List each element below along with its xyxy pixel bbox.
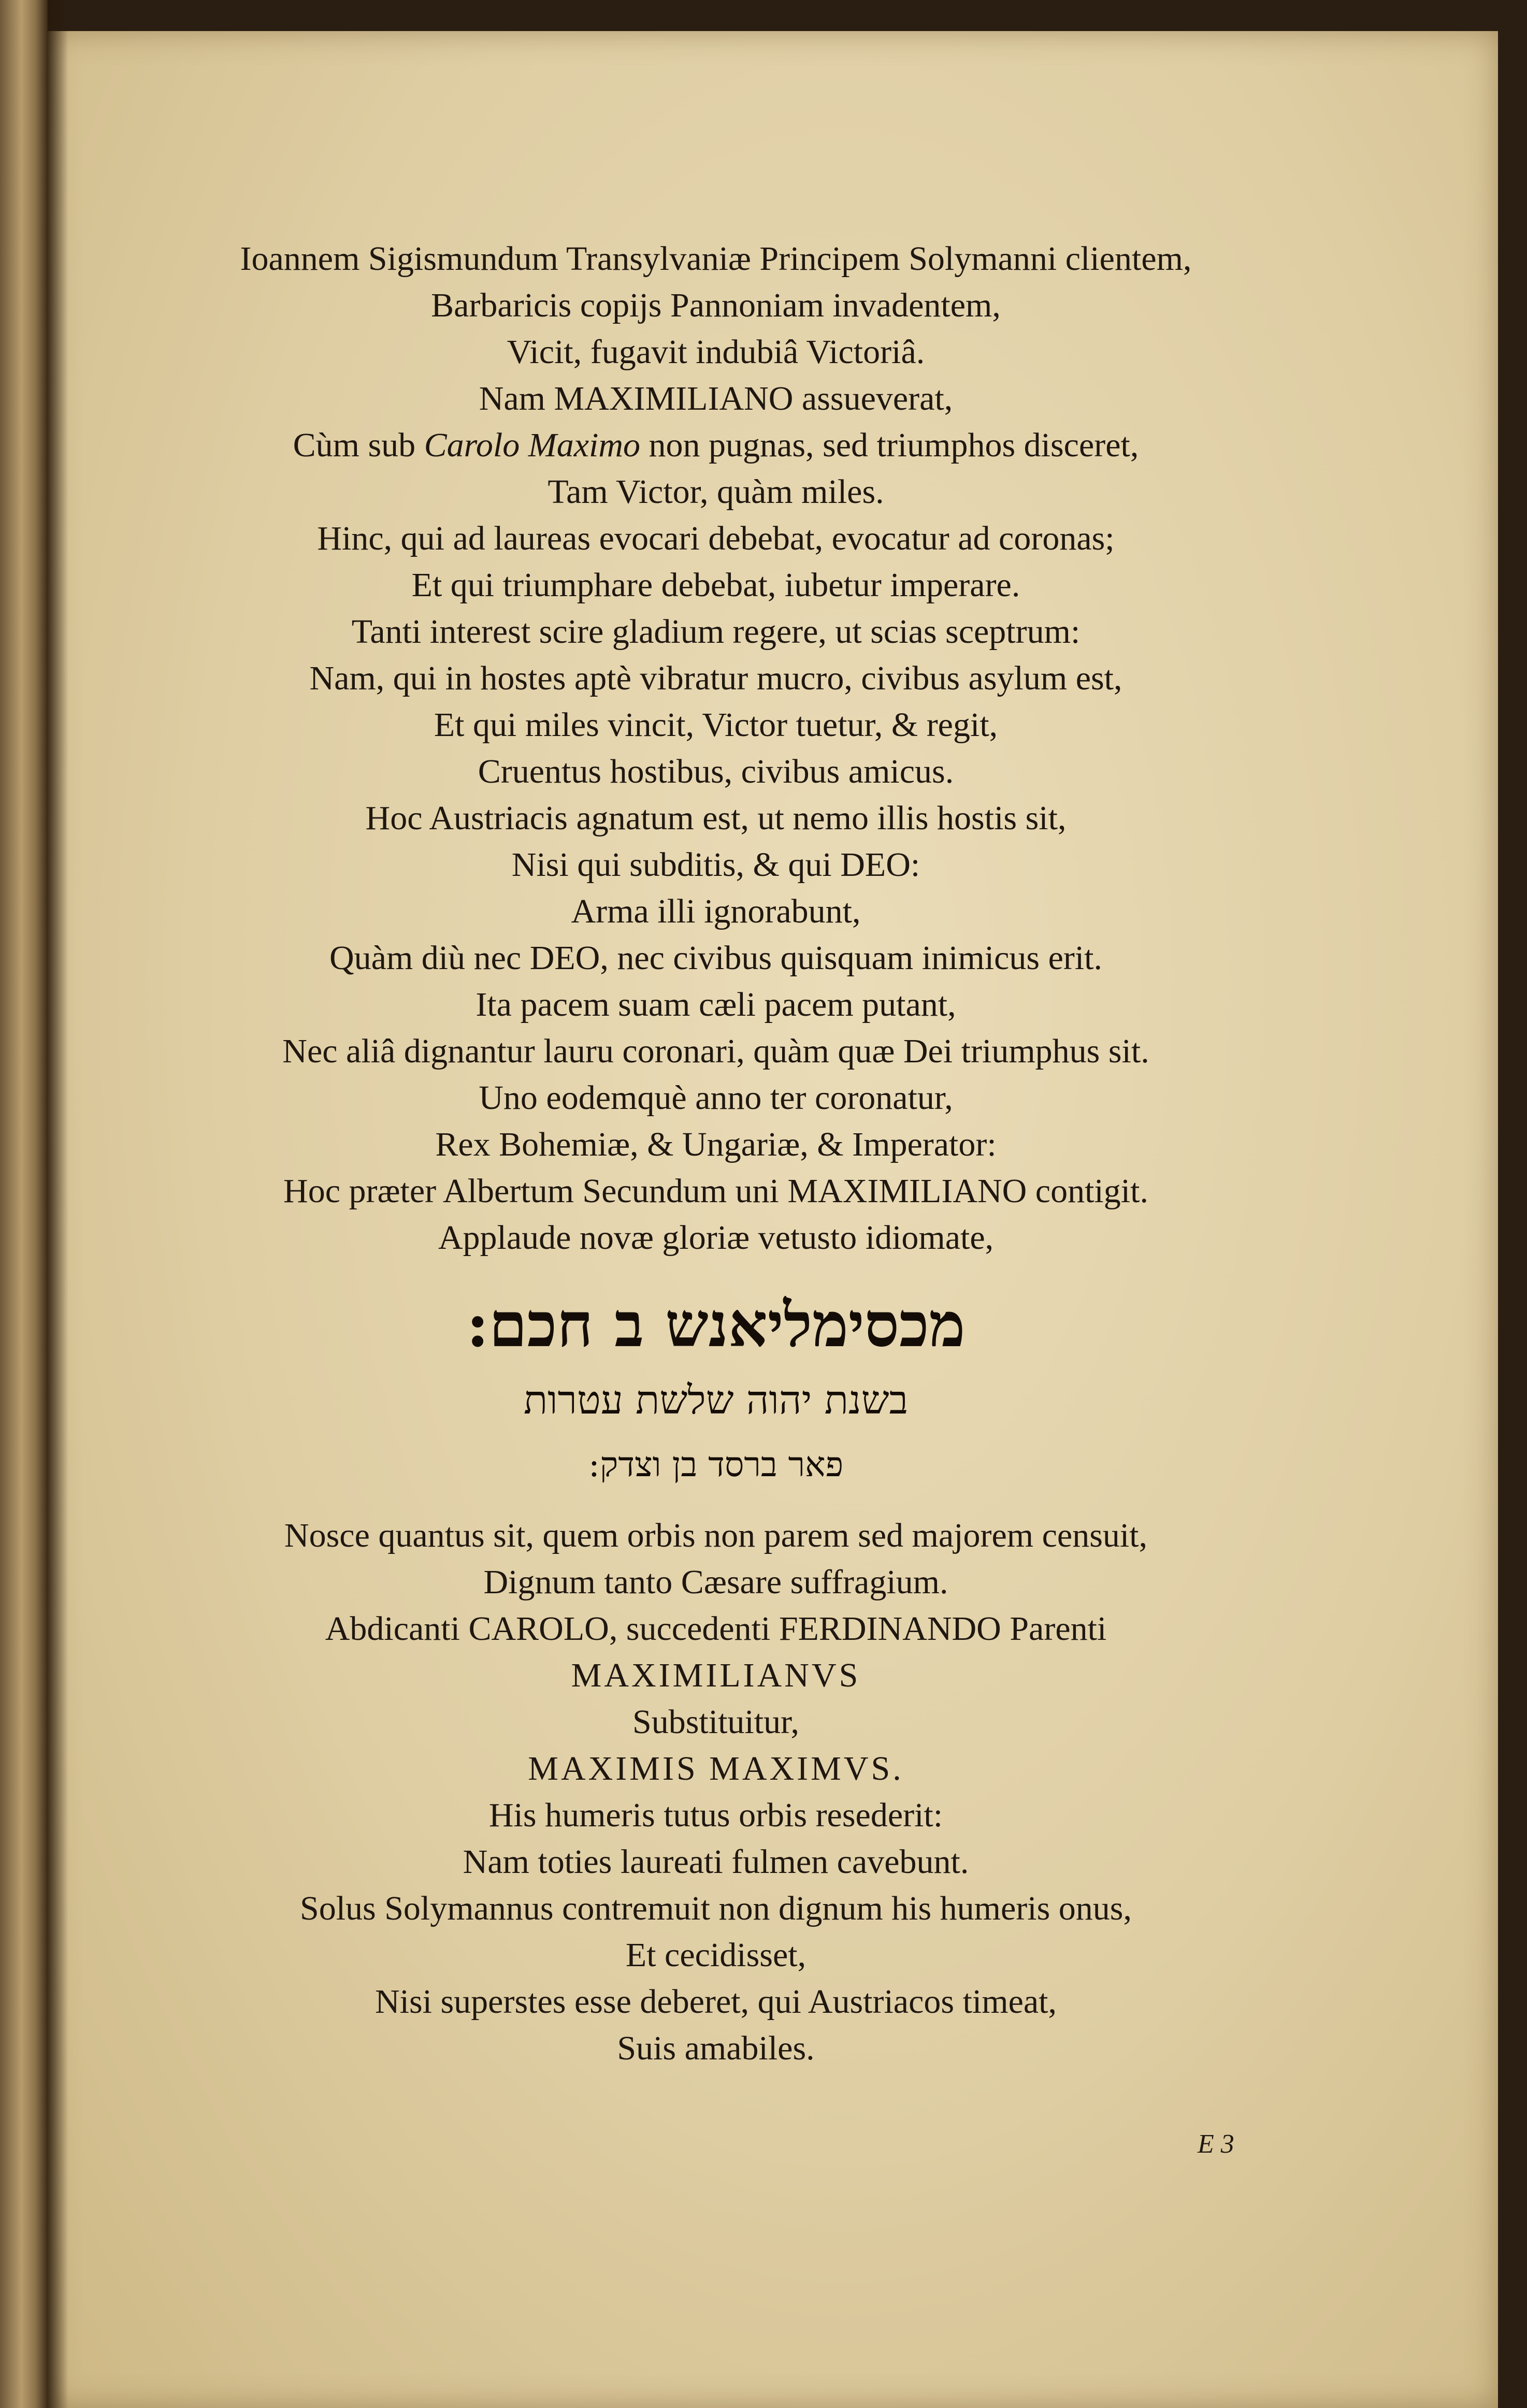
text-line: Vicit, fugavit indubiâ Victoriâ. — [507, 333, 925, 371]
text-line: Nisi superstes esse deberet, qui Austriacos timeat, — [374, 1983, 1057, 2021]
italic-name: Carolo Maximo — [424, 426, 641, 464]
text-line: Hinc, qui ad laureas evocari debebat, evocatur ad coronas; — [317, 520, 1115, 557]
text-line: Ita pacem suam cæli pacem putant, — [476, 986, 956, 1023]
text-line: Dignum tanto Cæsare suffragium. — [483, 1563, 948, 1601]
body-text — [99, 236, 1332, 2072]
book-page — [48, 31, 1498, 2408]
text-line: Ioannem Sigismundum Transylvaniæ Principem Solymanni clientem, — [240, 240, 1192, 278]
text-line: Et qui triumphare debebat, iubetur imperare. — [411, 566, 1020, 604]
text-line: MAXIMIS MAXIMVS. — [528, 1750, 904, 1787]
text-line: Hoc Austriacis agnatum est, ut nemo illis hostis sit, — [365, 799, 1067, 837]
text-line: Applaude novæ gloriæ vetusto idiomate, — [438, 1219, 994, 1257]
text-line: Barbaricis copijs Pannoniam invadentem, — [431, 286, 1001, 324]
text-line: Rex Bohemiæ, & Ungariæ, & Imperator: — [435, 1126, 997, 1163]
text-line: His humeris tutus orbis resederit: — [488, 1796, 943, 1834]
text-line: Tam Victor, quàm miles. — [548, 473, 884, 511]
text-line: Abdicanti CAROLO, succedenti FERDINANDO Parenti — [325, 1610, 1107, 1648]
text-line: Tanti interest scire gladium regere, ut scias sceptrum: — [351, 613, 1081, 651]
text-line: Hoc præter Albertum Secundum uni MAXIMILIANO contigit. — [283, 1172, 1148, 1210]
page-signature: E 3 — [1198, 2129, 1234, 2159]
hebrew-line: פאר ברסד בן וצדק: — [588, 1445, 844, 1484]
text-line — [99, 422, 1332, 469]
text-line: Uno eodemquè anno ter coronatur, — [479, 1079, 953, 1117]
text-line: Quàm diù nec DEO, nec civibus quisquam inimicus erit. — [329, 939, 1103, 977]
left-page-edge — [0, 0, 48, 2408]
text-line: Nam, qui in hostes aptè vibratur mucro, civibus asylum est, — [309, 659, 1122, 697]
text-line: Nam MAXIMILIANO assueverat, — [479, 380, 953, 417]
text-line: Et qui miles vincit, Victor tuetur, & regit, — [434, 706, 998, 744]
book-spine-shadow — [48, 0, 68, 2408]
text-line: Et cecidisset, — [625, 1936, 806, 1974]
text-line: Substituitur, — [632, 1703, 799, 1741]
text-line: Arma illi ignorabunt, — [571, 892, 861, 930]
text-line: MAXIMILIANVS — [571, 1656, 861, 1694]
hebrew-line: בשנת יהוה שלשת עטרות — [523, 1377, 909, 1423]
text-fragment: Cùm sub — [293, 426, 416, 464]
text-line: Cruentus hostibus, civibus amicus. — [478, 753, 954, 790]
hebrew-line: מכסימליאנש ב חכם: — [466, 1289, 966, 1361]
text-line: Solus Solymannus contremuit non dignum his humeris onus, — [299, 1890, 1132, 1927]
hebrew-chronogram — [99, 1282, 1332, 1497]
text-line: Nisi qui subditis, & qui DEO: — [511, 846, 920, 884]
text-line: Nec aliâ dignantur lauru coronari, quàm quæ Dei triumphus sit. — [282, 1032, 1149, 1070]
text-fragment: non pugnas, sed triumphos disceret, — [649, 426, 1139, 464]
text-line: Nosce quantus sit, quem orbis non parem sed majorem censuit, — [284, 1517, 1148, 1554]
text-line: Suis amabiles. — [617, 2029, 815, 2067]
text-line: Nam toties laureati fulmen cavebunt. — [463, 1843, 969, 1881]
